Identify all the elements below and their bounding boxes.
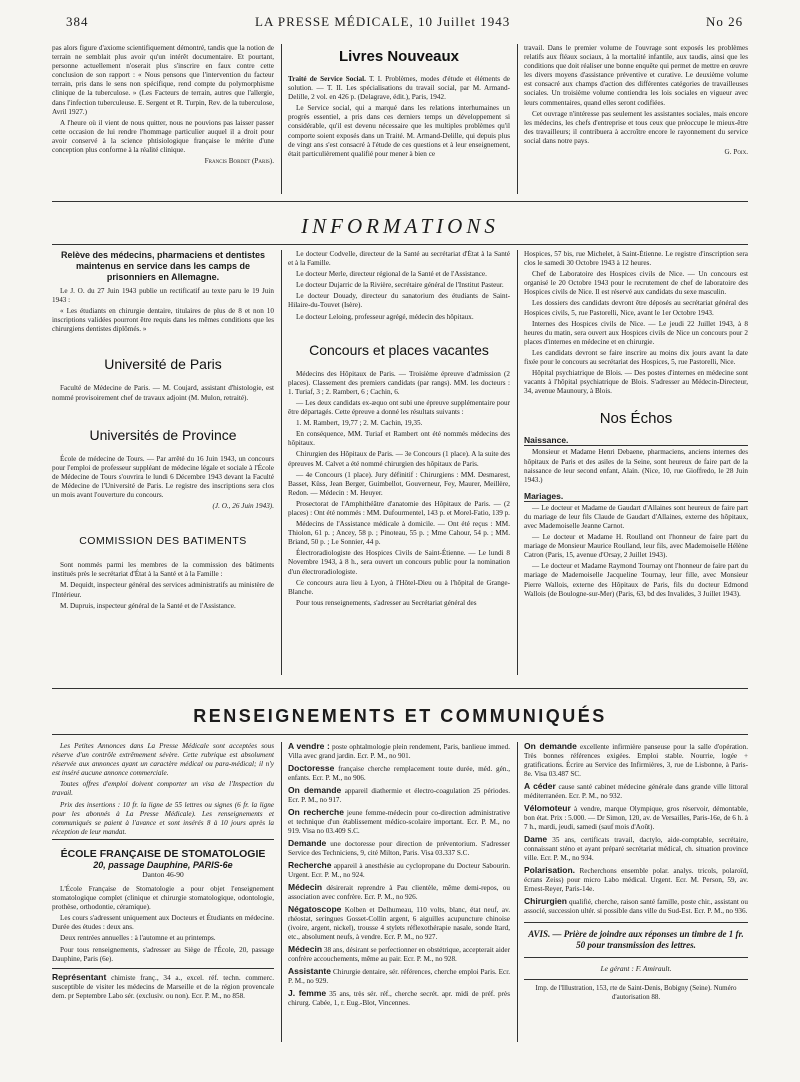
column-divider [281, 250, 282, 675]
page-number: 384 [66, 14, 89, 29]
ad-text: Chirurgie dentaire, sér. références, cherche emploi Paris. Ecr. P. M., no 929. [288, 968, 510, 985]
ad-item [524, 897, 748, 916]
ad-title: On demande [524, 742, 577, 751]
informations-banner: INFORMATIONS [301, 214, 499, 238]
ad-text: désirerait reprendre à Pau clientèle, même demi-repos, ou association avec confrère. Ecr. P. M., no 926. [288, 884, 510, 901]
paragraph: Électroradiologiste des Hospices Civils de Saint-Étienne. — Le lundi 8 Novembre 1943, à 8 h., sera ouvert un concours public pour la nomination d'un électroradiologiste. [288, 549, 510, 576]
ad-text: poste ophtalmologie plein rendement, Paris, banlieue immed. Villa avec grand jardin. Ecr. P. M., no 901. [288, 743, 510, 760]
column-divider [281, 44, 282, 194]
info-col-2 [288, 250, 510, 675]
issue-number: No 26 [706, 14, 744, 29]
mariages-label: Mariages. [524, 491, 748, 502]
ad-text: Kolben et Delhumeau, 110 volts, blanc, état neuf, av. rhéostat, seringues Gosset-Collin argent, 6 aiguilles acupuncture chinoise (ivoire, argent, nickel), trousse 4 stylets réflexothérapie nasale, sonde Itard, etc., absolument neufs, à vendre. Ecr. P. M., no 927. [288, 906, 510, 941]
paragraph: L'École Française de Stomatologie a pour objet l'enseignement stomatologique complet (clinique et chirurgie stomatologique, odontologie, prothèse, orthodontie, céramique). [52, 884, 274, 912]
paragraph: Monsieur et Madame Henri Debaene, pharmaciens, anciens internes des hôpitaux de Paris et des asiles de la Seine, sont heureux de faire part de la naissance de leur second enfant, Alain. (Nice, 10, rue Gioffredo, le 28 Juin 1943.) [524, 448, 748, 484]
paragraph: Chef de Laboratoire des Hospices civils de Nice. — Un concours est organisé le 20 Octobre 1943 pour le recrutement de chef de laboratoire des Hospices civils de Nice. Il est réservé aux candidats du sexe masculin. [524, 270, 748, 297]
ad-text: chimiste franç., 34 a., excel. réf. techn. commerc. susceptible de visiter les médecins de Marseille et de la région provencale dem. pr Septembre Labo sér. (exclusiv. ou non). Ecr. P. M., no 858. [52, 973, 274, 1000]
paragraph: Deux rentrées annuelles : à l'automne et au printemps. [60, 934, 216, 943]
signature: Francis Bordet (Paris). [204, 157, 274, 166]
info-col-3 [524, 250, 748, 675]
section-heading: Relève des médecins, pharmaciens et dentistes maintenus en service dans les camps de prisonniers en Allemagne. [60, 250, 266, 282]
paragraph: Le docteur Leloing, professeur agrégé, médecin des hôpitaux. [296, 312, 474, 321]
ad-item [288, 883, 510, 902]
avis-notice: AVIS. — Prière de joindre aux réponses un timbre de 1 fr. 50 pour transmission des lettres. [528, 929, 744, 950]
paragraph: — Le docteur et Madame Raymond Tournay ont l'honneur de faire part du mariage de Mademoiselle Jacqueline Tournay, leur fille, avec Monsieur Pierre Wallois, externe des Hôpitaux de Paris, fils du docteur Edmond Wallois (de Boulogne-sur-Mer) (Paris, 63, bd des Invalides, 3 Juillet 1943). [524, 562, 748, 598]
ad-title: A vendre : [288, 742, 330, 751]
gerant: Le gérant : F. Amirault. [600, 964, 672, 973]
paragraph: Le docteur Codvelle, directeur de la Santé au secrétariat d'État à la Santé et à la Famille. [288, 250, 510, 268]
top-col-3 [524, 44, 748, 192]
ad-title: Négatoscope [288, 904, 342, 914]
ad-text: 35 ans, très sér. réf., cherche secrét. apr. midi de préf. près chirurg. Cabée, 1, r. Eug.-Blot, Vincennes. [288, 990, 510, 1007]
rule [52, 968, 274, 969]
imprint: Imp. de l'Illustration, 153, rte de Saint-Denis, Bobigny (Seine). Numéro d'autorisation 88. [535, 984, 737, 1001]
paragraph: Hôpital psychiatrique de Blois. — Des postes d'internes en médecine sont vacants à l'hôpital psychiatrique de Blois. S'adresser au Médecin-Directeur, 34, avenue Maunoury, à Blois. [524, 369, 748, 396]
ad-item [288, 786, 510, 805]
ad-text: française cherche remplacement toute durée, méd. gén., enfants. Ecr. P. M., no 906. [288, 765, 510, 782]
ad-text: une doctoresse pour direction de préventorium. S'adresser Service des Techniciens, 9, cité Milton, Paris. Visa 03.337 S.C. [288, 840, 510, 857]
ad-text: 35 ans, certificats travail, dactylo, aide-comptable, secrétaire, connaissant sténo et ayant préparé secrétariat médical, ch. situation province ville. Ecr. P. M., no 934. [524, 836, 748, 862]
rule [52, 688, 748, 689]
ad-title: Demande [288, 838, 327, 848]
paragraph: Le docteur Merle, directeur régional de la Santé et de l'Assistance. [296, 270, 487, 279]
ad-item [524, 835, 748, 863]
ad-title: Doctoresse [288, 763, 335, 773]
paragraph: Le Service social, qui a marqué dans les relations interhumaines un progrès essentiel, a pris dans ces derniers temps un développement si considérable, qu'il est devenu nécessaire que les multiples problèmes qu'il comporte soient exposés dans un Traité. M. Armand-Delille, qui depuis plus de vingt ans s'est consacré à l'étude de ces questions et à leur enseignement, était particulièrement qualifié pour mener à bien ce [288, 104, 510, 158]
ad-title: Représentant [52, 971, 107, 982]
paragraph: Chirurgien des Hôpitaux de Paris. — 3e Concours (1 place). A la suite des épreuves M. Calvet a été nommé chirurgien des hôpitaux de Paris. [288, 450, 510, 468]
ad-title: Dame [524, 834, 548, 844]
paragraph: Sont nommés parmi les membres de la commission des bâtiments institués près le secrétariat d'État à la Santé et à la Famille : [52, 561, 274, 579]
ad-item [288, 764, 510, 783]
ad-item [524, 782, 748, 801]
paragraph: — Le docteur et Madame H. Roulland ont l'honneur de faire part du mariage de Monsieur Maurice Roulland, leur fils, avec Mademoiselle Hélène Catron (Paris, 15, avenue d'Orsay, 2 Juillet 1943). [524, 533, 748, 560]
paragraph: Toutes offres d'emploi doivent comporter un visa de l'Inspection du travail. [52, 780, 274, 798]
ad-item [288, 839, 510, 858]
paragraph: En conséquence, MM. Turiaf et Rambert ont été nommés médecins des hôpitaux. [288, 430, 510, 448]
top-col-2 [288, 44, 510, 194]
ad-title: Polarisation. [524, 865, 576, 875]
paragraph: Les dossiers des candidats devront être déposés au secrétariat général des Hospices civils, 5, rue Pastorelli, Nice, avant le 1er Octobre 1943. [524, 299, 748, 317]
ad-text: excellente infirmière panseuse pour la salle d'opération. Très bonnes références exigées. Emploi stable. Nourrie, logée + gratifications. Écrire au Service des Infirmières, 3, rue de Lisbonne, à Paris-8e. Visa 03.487 SC. [524, 743, 748, 778]
column-divider [517, 742, 518, 1042]
paragraph: École de médecine de Tours. — Par arrêté du 16 Juin 1943, un concours pour l'emploi de professeur suppléant de médecine légale et sociale à l'École de Médecine de Tours s'ouvrira le lundi 6 Décembre 1943 devant la Faculté de Médecine de l'Université de Paris. Le registre des inscriptions sera clos un mois avant l'ouverture du concours. [52, 454, 274, 500]
ads-col-3 [524, 742, 748, 1042]
ad-title: Vélomoteur [524, 803, 571, 813]
ad-title: Recherche [288, 860, 332, 870]
ad-item [288, 861, 510, 880]
ads-col-1 [52, 742, 274, 1042]
column-divider [517, 250, 518, 675]
rule [524, 957, 748, 958]
reference: (J. O., 26 Juin 1943). [212, 502, 274, 511]
school-address: 20, passage Dauphine, PARIS-6e [93, 859, 233, 870]
school-phone: Danton 46-90 [142, 869, 184, 879]
ad-item [288, 905, 510, 942]
paragraph: Les Petites Annonces dans La Presse Médicale sont acceptées sous réserve d'un contrôle extrêmement sévère. Cette rubrique est absolument réservée aux annonces ayant un caractère médical ou para-médical; il n'y est inséré aucune annonce commerciale. [52, 742, 274, 778]
section-heading: Nos Échos [599, 410, 673, 428]
paragraph: Médecins de l'Assistance médicale à domicile. — Ont été reçus : MM. Thiolon, 61 p. ; Ancey, 58 p. ; Pinoteau, 55 p. ; Mme Cahour, 54 p. ; MM. Briand, 50 p. ; Le Sonnier, 44 p. [288, 520, 510, 547]
ad-text: qualifié, cherche, raison santé famille, poste chir., assistant ou associé, succession ultér. si possible dans ville du Sud-Est. Ecr. P. M., no 936. [524, 898, 748, 915]
paragraph: Ce concours aura lieu à Lyon, à l'Hôtel-Dieu ou à l'hôpital de Grange-Blanche. [288, 578, 510, 596]
ad-title: Chirurgien [524, 896, 567, 906]
ad-title: Assistante [288, 966, 331, 976]
column-divider [281, 742, 282, 1042]
ad-text: à vendre, marque Olympique, gros réservoir, démontable, bon état. Prix : 5.000. — Dr Simon, 120, av. de Versailles, Paris-16e, de 6 h. à 7 h., mardi, jeudi, samedi (sauf mois d'Août). [524, 805, 748, 831]
ad-title: A céder [524, 781, 556, 791]
signature: G. Poix. [724, 148, 748, 157]
paragraph: — Le docteur et Madame de Gaudart d'Allaines sont heureux de faire part du mariage de leur fils Claude de Gaudart d'Allaines, externe des hôpitaux, avec Mademoiselle Jeanne Carnot. [524, 503, 748, 530]
ad-title: On recherche [288, 807, 344, 817]
ad-text: Recherchons ensemble polar. analys. tricols, polaroïd, écrans Zeiss) pour micro Labo médical. Urgent. Ecr. M. Person, 59, av. Ernest-Reyer, Paris-14e. [524, 867, 748, 893]
ad-item [524, 742, 748, 779]
ad-item [288, 742, 510, 761]
ad-title: On demande [288, 785, 342, 795]
book-title: Traité de Service Social. [288, 75, 366, 83]
paragraph: travail. Dans le premier volume de l'ouvrage sont exposés les problèmes relatifs aux fléaux sociaux, à la mortalité infantile, aux taudis, ainsi que les conditions que doit réaliser une bonne enquête qui permet de mettre en œuvre les divers moyens d'assistance préventive et curative. Le deuxième volume est consacré aux champs d'action des différentes catégories de travailleuses sociales. Un troisième volume contiendra les lois sociales en vigueur avec leurs commentaires, quand elles seront codifiées. [524, 44, 748, 107]
ad-item [288, 808, 510, 836]
section-heading: Université de Paris [104, 356, 222, 373]
paragraph: pas alors figure d'axiome scientifiquement démontré, tandis que la notion de terrain ne semblait plus avoir qu'un intérêt documentaire. Et pourtant, personne actuellement n'oserait plus s'inscrire en faux contre cette conclusion de son rapport : « Nous pensons que l'intervention du facteur terrain, pris dans le sens non spécifique, rend compte du polymorphisme clinique de la tuberculose. » (Les Facteurs de terrain, autres que l'allergie, dans l'infection tuberculeuse. E. Sergent et R. Turpin, Rev. de la tuberculose, Avril 1927.) [52, 44, 274, 116]
paragraph: Médecins des Hôpitaux de Paris. — Troisième épreuve d'admission (2 places). Classement des premiers candidats (par rangs). MM. les docteurs : 1. Turiaf, 3 ; 2. Rambert, 6 ; Cachin, 6. [288, 369, 510, 396]
paragraph: M. Dupruis, inspecteur général de la Santé et de l'Assistance. [60, 601, 236, 610]
paragraph: Internes des Hospices civils de Nice. — Le jeudi 22 Juillet 1943, à 8 heures du matin, sera ouvert aux Hospices civils de Nice un concours pour 2 places d'internes en médecine et en chirurgie. [524, 319, 748, 346]
paragraph: Le docteur Douady, directeur du sanatorium des étudiants de Saint-Hilaire-du-Touvet (Isère). [288, 292, 510, 310]
paragraph: Les cours s'adressent uniquement aux Docteurs et Étudiants en médecine. Durée des études : deux ans. [52, 914, 274, 932]
paragraph: Pour tous renseignements, s'adresser au Siège de l'École, 20, passage Dauphine, Paris (6e). [52, 945, 274, 963]
paragraph: Hospices, 57 bis, rue Michelet, à Saint-Étienne. Le registre d'inscription sera clos le samedi 30 Octobre 1943 à 12 heures. [524, 250, 748, 268]
ad-text: appareil diathermie et électro-coagulation 25 périodes. Ecr. P. M., no 917. [288, 787, 510, 804]
paragraph: Le J. O. du 27 Juin 1943 publie un rectificatif au texte paru le 19 Juin 1943 : [52, 287, 274, 305]
ad-text: cause santé cabinet médecine générale dans grande ville littoral méditerranéen. Ecr. P. M., no 932. [524, 783, 748, 800]
rule [52, 201, 748, 202]
paragraph: Prix des insertions : 10 fr. la ligne de 55 lettres ou signes (6 fr. la ligne pour les abonnés à La Presse Médicale). Les renseignements et communiqués se paient à l'avance et sont insérés 8 à 10 jours après la réception de leur mandat. [52, 801, 274, 840]
ad-item [288, 967, 510, 986]
ad-text: 38 ans, désirant se perfectionner en obstétrique, accepterait aider confrère accouchements, même au pair. Ecr. P. M., no 928. [288, 946, 510, 963]
paragraph: M. Dequidt, inspecteur général des services administratifs au ministère de l'Intérieur. [52, 581, 274, 599]
paragraph: — Les deux candidats ex-æquo ont subi une épreuve supplémentaire pour être départagés. Cette épreuve a donné les résultats suivants : [288, 398, 510, 417]
paragraph: — 4e Concours (1 place). Jury définitif : Chirurgiens : MM. Desmarest, Basset, Küss, Jean Berger, Guimbellot, Gouverneur, Fey, Maurer, Meillère, Redon. — Médecin : M. Heuyer. [288, 470, 510, 497]
ad-title: J. femme [288, 988, 327, 998]
section-heading: Livres Nouveaux [338, 48, 460, 65]
paragraph: 1. M. Rambert, 19,77 ; 2. M. Cachin, 19,35. [296, 419, 423, 428]
section-heading: Universités de Province [89, 426, 237, 443]
top-col-1 [52, 44, 274, 192]
column-divider [517, 44, 518, 194]
info-col-1 [52, 250, 274, 675]
paragraph: A l'heure où il vient de nous quitter, nous ne pouvions pas laisser passer cette occasion de lui rendre l'hommage particulier auquel il a droit pour avoir conservé à la science phtisiologique française le mérite d'une conception plus conforme à la réalité clinique. [52, 118, 274, 155]
paragraph: Les candidats devront se faire inscrire au moins dix jours avant la date fixée pour le concours au secrétariat des Hospices, 5, rue Pastorelli, Nice. [524, 348, 748, 367]
rule [524, 979, 748, 980]
renseignements-banner: RENSEIGNEMENTS ET COMMUNIQUÉS [193, 706, 607, 726]
paragraph: « Les étudiants en chirurgie dentaire, titulaires de plus de 8 et non 10 inscriptions validées pourront être requis dans les mêmes conditions que les chirurgiens dentistes diplômés. » [52, 307, 274, 334]
naissance-label: Naissance. [524, 435, 748, 446]
rule [52, 244, 748, 245]
school-name: ÉCOLE FRANÇAISE DE STOMATOLOGIE [60, 847, 266, 860]
ad-title: Médecin [288, 882, 323, 892]
paragraph: Prosectorat de l'Amphithéâtre d'anatomie des Hôpitaux de Paris. — (2 places) : Ont été nommés : MM. Dufourmentel, 143 p. et Morel-Fatio, 139 p. [288, 499, 510, 517]
paragraph: Le docteur Dujarric de la Rivière, secrétaire général de l'Institut Pasteur. [296, 281, 504, 290]
rule [52, 734, 748, 735]
section-heading: Concours et places vacantes [309, 341, 489, 358]
ad-text: jeune femme-médecin pour co-direction administrative et technique d'un établissement médico-scolaire important. Ecr. P. M., no 919. Visa no 03.409 S.C. [288, 809, 510, 835]
ad-item [52, 973, 274, 1001]
ad-item [288, 945, 510, 964]
paragraph: Pour tous renseignements, s'adresser au Secrétariat général des [296, 598, 477, 607]
rule [524, 922, 748, 923]
ad-item [524, 804, 748, 832]
section-heading: COMMISSION DES BATIMENTS [79, 535, 247, 548]
ad-item [288, 989, 510, 1008]
book-details: T. I. Problèmes, modes d'étude et éléments de solution. — T. II. Les spécialisations du travail social, par M. Armand-Delille, 2 vol. en 426 p. (Delagrave, édit.), Paris, 1942. [288, 75, 510, 102]
journal-title: LA PRESSE MÉDICALE, 10 Juillet 1943 [255, 14, 511, 29]
ads-col-2 [288, 742, 510, 1042]
ad-item [524, 866, 748, 894]
paragraph: Cet ouvrage n'intéresse pas seulement les assistantes sociales, mais encore les médecins, les chefs d'entreprise et tous ceux que préoccupe le mieux-être des travailleurs; il contribuera à accroître encore le rayonnement du service social dans notre pays. [524, 109, 748, 145]
paragraph: Faculté de Médecine de Paris. — M. Coujard, assistant d'histologie, est nommé provisoirement chef de travaux adjoint (M. Mulon, retraité). [52, 384, 274, 402]
ad-text: appareil à anesthésie au cyclopropane du Docteur Sabourin. Urgent. Ecr. P. M., no 924. [288, 862, 510, 879]
ad-title: Médecin [288, 944, 323, 954]
